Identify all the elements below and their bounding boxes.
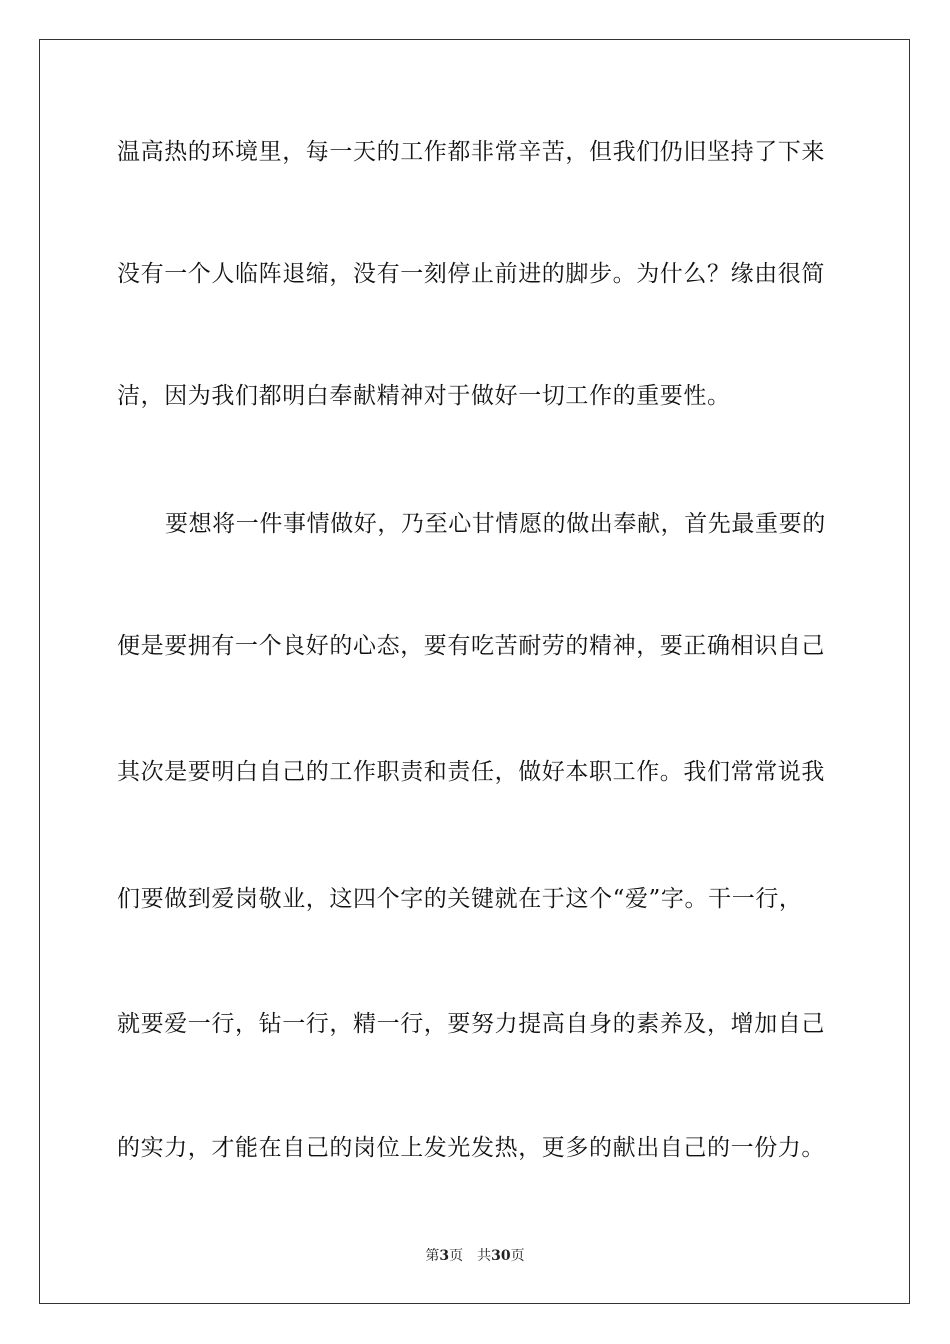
page-prefix: 第 <box>425 1248 440 1264</box>
page-frame <box>39 39 910 1304</box>
total-prefix: 共 <box>477 1248 492 1264</box>
body-text-line-3: 洁，因为我们都明白奉献精神对于做好一切工作的重要性。 <box>117 383 731 409</box>
total-pages: 30 <box>491 1248 511 1264</box>
body-text-line-1: 温高热的环境里，每一天的工作都非常辛苦，但我们仍旧坚持了下来 <box>117 139 825 165</box>
body-text-line-4: 要想将一件事情做好，乃至心甘情愿的做出奉献，首先最重要的 <box>165 511 826 537</box>
page-footer <box>0 1247 950 1265</box>
page-number: 3 <box>439 1248 450 1264</box>
total-suffix: 页 <box>510 1248 525 1264</box>
body-text-line-2: 没有一个人临阵退缩，没有一刻停止前进的脚步。为什么？缘由很简 <box>117 261 825 287</box>
body-text-line-8: 就要爱一行，钻一行，精一行，要努力提高自身的素养及，增加自己 <box>117 1011 825 1037</box>
body-text-line-6: 其次是要明白自己的工作职责和责任，做好本职工作。我们常常说我 <box>117 759 825 785</box>
body-text-line-7: 们要做到爱岗敬业，这四个字的关键就在于这个“爱”字。干一行， <box>117 886 803 912</box>
body-text-line-9: 的实力，才能在自己的岗位上发光发热，更多的献出自己的一份力。 <box>117 1135 825 1161</box>
body-text-line-5: 便是要拥有一个良好的心态，要有吃苦耐劳的精神，要正确相识自己 <box>117 633 825 659</box>
page-suffix: 页 <box>449 1248 464 1264</box>
